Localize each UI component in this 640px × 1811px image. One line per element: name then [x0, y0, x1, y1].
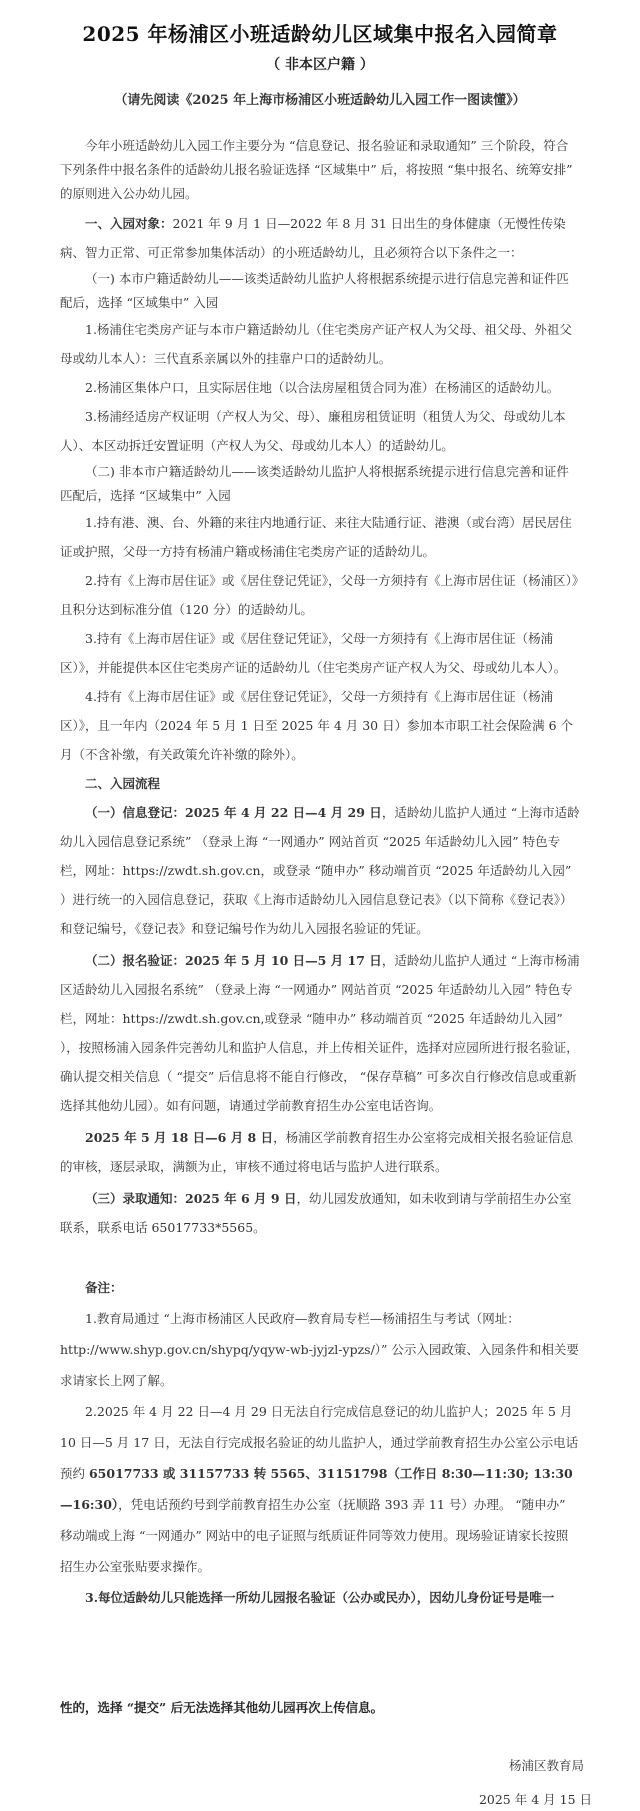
part1-item-2: 2.杨浦区集体户口，且实际居住地（以合法房屋租赁合同为准）在杨浦区的适龄幼儿。 — [85, 380, 560, 395]
remarks-section — [60, 1272, 580, 1613]
remark-item-2-pre: 2.2025 年 4 月 22 日—4 月 29 日无法自行完成信息登记的幼儿监护人；2025 年 5 月 10 日—5 月 17 日，无法自行完成报名验证的幼儿监护人，通过学前教育招生办公室公示电话预约 — [60, 1404, 579, 1481]
step1-paragraph — [60, 798, 580, 943]
step2-text: ，适龄幼儿监护人通过 “上海市杨浦区适龄幼儿入园报名系统” （登录上海 “一网通办” 网站首页 “2025 年适龄幼儿入园” 特色专栏，网址：https://zwdt.sh.gov.cn,或登录 “随申办” 移动端首页 “2025 年适龄幼儿入园” ），按照杨浦入园条件完善幼儿和监护人信息，并上传相关证件，选择对应园所进行报名验证，确认提交相关信息（ “提交” 后信息将不能自行修改， “保存草稿” 可多次自行修改信息或重新选择其他幼儿园）。如有问题，请通过学前教育招生办公室电话咨询。 — [60, 953, 580, 1113]
section1-text: 2021 年 9 月 1 日—2022 年 8 月 31 日出生的身体健康（无慢性传染病、智力正常、可正常参加集体活动）的小班适龄幼儿，且必须符合以下条件之一： — [60, 216, 566, 260]
signature-org: 杨浦区教育局 — [508, 1758, 584, 1773]
remark-item-2-post: ，凭电话预约号到学前教育招生办公室（抚顺路 393 弄 11 号）办理。 “随申办” 移动端或上海 “一网通办” 网站中的电子证照与纸质证件同等效力使用。现场验证请家长按照招生办公室张贴要求操作。 — [60, 1497, 569, 1574]
signature-date: 2025 年 4 月 15 日 — [478, 1792, 592, 1807]
step2-paragraph — [60, 946, 580, 1120]
remark-item-3: 3.每位适龄幼儿只能选择一所幼儿园报名验证（公办或民办），因幼儿身份证号是唯一 — [85, 1590, 555, 1605]
document-body — [60, 134, 580, 1242]
part2-item-4: 4.持有《上海市居住证》或《居住登记凭证》，父母一方须持有《上海市居住证（杨浦区）》，且一年内（2024 年 5 月 1 日至 2025 年 4 月 30 日）参加本市职工社会保险满 6 个月（不含补缴，有关政策允许补缴的除外）。 — [60, 689, 573, 762]
step3-label: （三）录取通知： — [85, 1191, 186, 1206]
section1-heading: 一、入园对象： — [85, 216, 173, 231]
review-paragraph — [60, 1123, 580, 1181]
step3-paragraph — [60, 1184, 580, 1242]
remark-item-2 — [60, 1396, 580, 1582]
part2-item-2: 2.持有《上海市居住证》或《居住登记凭证》，父母一方须持有《上海市居住证（杨浦区）》且积分达到标准分值（120 分）的适龄幼儿。 — [60, 573, 579, 617]
remark-item-3-tail: 性的，选择 “提交” 后无法选择其他幼儿园再次上传信息。 — [60, 1700, 384, 1715]
page-subtitle: （ 非本区户籍 ） — [266, 57, 374, 73]
part1-item-1: 1.杨浦住宅类房产证与本市户籍适龄幼儿（住宅类房产证产权人为父母、祖父母、外祖父母或幼儿本人）：三代直系亲属以外的挂靠户口的适龄幼儿。 — [60, 322, 572, 366]
part2-item-3: 3.持有《上海市居住证》或《居住登记凭证》，父母一方须持有《上海市居住证（杨浦区）》，并能提供本区住宅类房产证的适龄幼儿（住宅类房产证产权人为父、母或幼儿本人）。 — [60, 631, 567, 675]
step1-date: 2025 年 4 月 22 日—4 月 29 日 — [185, 805, 382, 820]
step2-label: （二）报名验证： — [85, 953, 186, 968]
intro-paragraph: 今年小班适龄幼儿入园工作主要分为 “信息登记、报名验证和录取通知” 三个阶段，符合下列条件中报名条件的适龄幼儿报名验证选择 “区域集中” 后，将按照 “集中报名、统筹安排” 的原则进入公办幼儿园。 — [60, 138, 573, 201]
section1-paragraph — [60, 209, 580, 267]
reading-notice: （请先阅读《2025 年上海市杨浦区小班适龄幼儿入园工作一图读懂》） — [114, 93, 526, 108]
review-date: 2025 年 5 月 18 日—6 月 8 日 — [85, 1130, 274, 1145]
page-title: 2025 年杨浦区小班适龄幼儿区域集中报名入园简章 — [82, 22, 558, 46]
step3-text: ，幼儿园发放通知，如未收到请与学前招生办公室联系，联系电话 65017733*5565。 — [60, 1191, 572, 1235]
review-text: ，杨浦区学前教育招生办公室将完成相关报名验证信息的审核，逐层录取，满额为止，审核不通过将电话与监护人进行联系。 — [60, 1130, 574, 1174]
step2-date: 2025 年 5 月 10 日—5 月 17 日 — [185, 953, 382, 968]
part2-heading: （二) 非本市户籍适龄幼儿——该类适龄幼儿监护人将根据系统提示进行信息完善和证件匹配后，选择 “区域集中” 入园 — [60, 464, 569, 503]
remark-item-1: 1.教育局通过 “上海市杨浦区人民政府—教育局专栏—杨浦招生与考试（网址：http://www.shyp.gov.cn/shypq/yqyw-wb-jyjzl-ypzs/）” 公示入园政策、入园条件和相关要求请家长上网了解。 — [60, 1311, 579, 1388]
step3-date: 2025 年 6 月 9 日 — [185, 1191, 297, 1206]
step1-label: （一）信息登记： — [85, 805, 186, 820]
part2-item-1: 1.持有港、澳、台、外籍的来往内地通行证、来往大陆通行证、港澳（或台湾）居民居住证或护照，父母一方持有杨浦户籍或杨浦住宅类房产证的适龄幼儿。 — [60, 515, 572, 559]
section2-heading: 二、入园流程 — [85, 776, 161, 791]
part1-item-3: 3.杨浦经适房产权证明（产权人为父、母）、廉租房租赁证明（租赁人为父、母或幼儿本人）、本区动拆迁安置证明（产权人为父、母或幼儿本人）的适龄幼儿。 — [60, 409, 566, 453]
remark-item-2-phones: 65017733 或 31157733 转 5565、31151798（工作日 8:30—11:30; 13:30—16:30） — [60, 1466, 573, 1512]
remarks-heading: 备注： — [85, 1280, 123, 1295]
part1-heading: （一) 本市户籍适龄幼儿——该类适龄幼儿监护人将根据系统提示进行信息完善和证件匹配后，选择 “区域集中” 入园 — [60, 271, 569, 310]
step1-text: ，适龄幼儿监护人通过 “上海市适龄幼儿入园信息登记系统” （登录上海 “一网通办” 网站首页 “2025 年适龄幼儿入园” 特色专栏，网址：https://zwdt.sh.gov.cn，或登录 “随申办” 移动端首页 “2025 年适龄幼儿入园” ）进行统一的入园信息登记，获取《上海市适龄幼儿入园信息登记表》（以下简称《登记表》）和登记编号，《登记表》和登记编号作为幼儿入园报名验证的凭证。 — [60, 805, 580, 936]
